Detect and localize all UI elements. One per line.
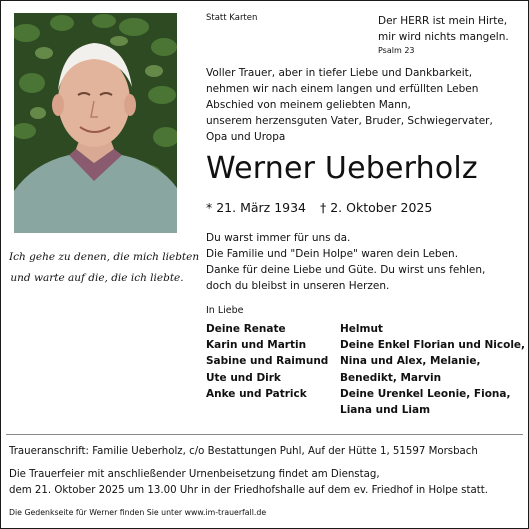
portrait-photo-elderly-man-icon [14,13,177,233]
farewell-text [206,230,522,294]
mourner-entry: Liana und Liam [340,404,431,417]
intro-line: Opa und Uropa [206,131,286,143]
statt-karten-label: Statt Karten [206,13,258,23]
memorial-website-note: Die Gedenkseite für Werner finden Sie unter www.im-trauerfall.de [9,508,267,517]
death-date: † 2. Oktober 2025 [320,200,433,215]
mourner-entry: Deine Urenkel Leonie, Fiona, [340,387,511,400]
ceremony-line: Die Trauerfeier mit anschließender Urnenbeisetzung findet am Dienstag, [9,469,380,480]
mourners-left-column [206,321,336,402]
divider [6,434,523,435]
mourner-entry: Deine Renate [206,323,286,335]
intro-text [206,65,522,145]
farewell-line: Die Familie und "Dein Holpe" waren dein Leben. [206,248,459,260]
left-quote-line: und warte auf die, die ich liebte. [10,272,184,284]
mourner-entry: Benedikt, Marvin [340,371,442,384]
mourner-entry: Helmut [340,323,383,335]
mourner-entry: Karin und Martin [206,339,307,352]
left-quote-line: Ich gehe zu denen, die mich liebten [9,251,200,263]
farewell-line: Du warst immer für uns da. [206,232,351,244]
mourner-entry: Ute und Dirk [206,371,281,384]
psalm-reference: Psalm 23 [378,46,415,55]
mourner-entry: Deine Enkel Florian und Nicole, [340,339,526,352]
intro-line: unserem herzensguten Vater, Bruder, Schwiegervater, [206,115,493,127]
psalm-quote [378,13,523,57]
intro-line: Abschied von meinem geliebten Mann, [206,99,411,111]
psalm-line: mir wird nichts mangeln. [378,31,509,43]
mourner-entry: Sabine und Raimund [206,355,329,368]
portrait-photo [14,13,177,233]
mourner-entry: Nina und Alex, Melanie, [340,355,481,368]
ceremony-line: dem 21. Oktober 2025 um 13.00 Uhr in der Friedhofshalle auf dem ev. Friedhof in Holpe statt. [9,485,488,496]
farewell-line: doch du bleibst in unseren Herzen. [206,280,390,292]
in-liebe-heading: In Liebe [206,305,244,316]
left-quote [9,247,200,289]
intro-line: nehmen wir nach einem langen und erfüllten Leben [206,83,479,95]
life-dates [206,199,442,217]
mourner-entry: Anke und Patrick [206,387,307,400]
psalm-line: Der HERR ist mein Hirte, [378,15,508,27]
farewell-line: Danke für deine Liebe und Güte. Du wirst uns fehlen, [206,264,486,276]
mourners-right-column [340,321,526,418]
ceremony-info [9,467,524,499]
deceased-name: Werner Ueberholz [206,151,478,186]
birth-date: * 21. März 1934 [206,200,307,215]
intro-line: Voller Trauer, aber in tiefer Liebe und Dankbarkeit, [206,67,473,79]
mourning-address: Traueranschrift: Familie Ueberholz, c/o Bestattungen Puhl, Auf der Hütte 1, 51597 Morsbach [9,446,478,457]
